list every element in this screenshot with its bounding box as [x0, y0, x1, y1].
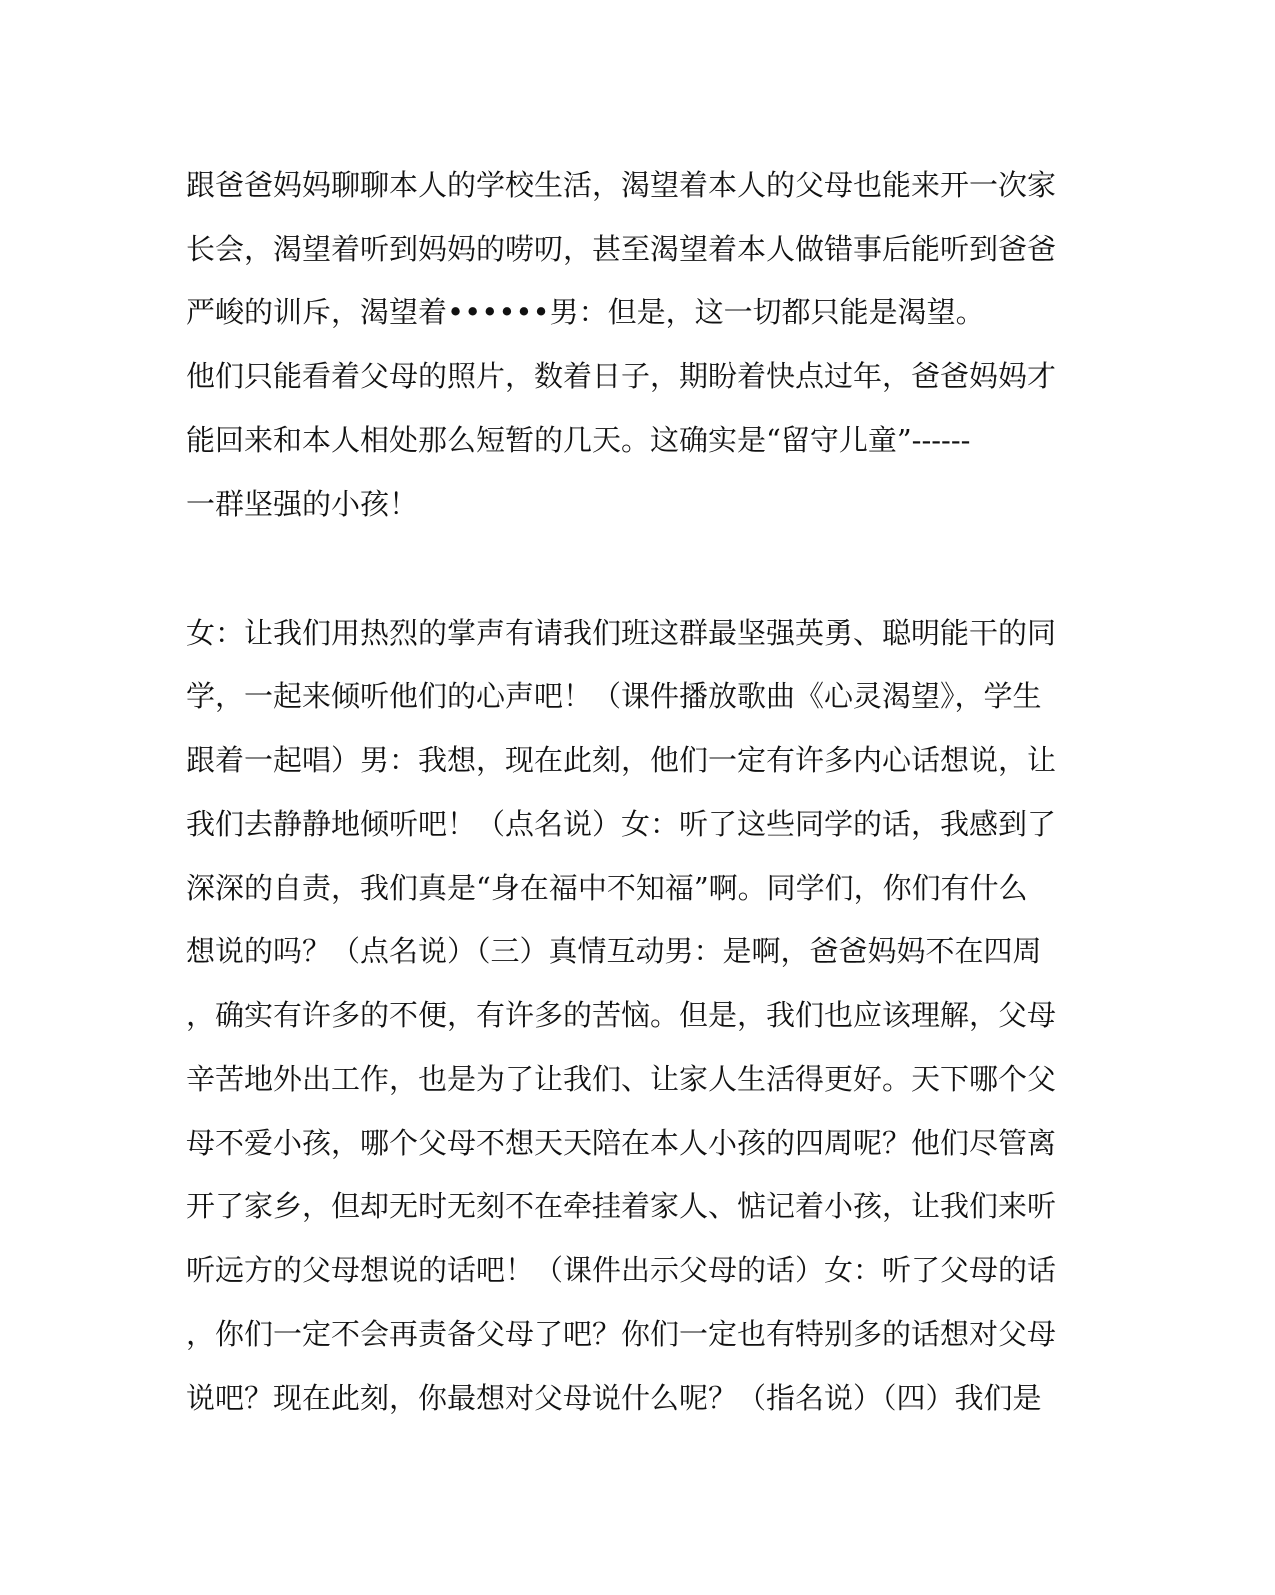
text-line: 能回来和本人相处那么短暂的几天。这确实是“留守儿童”------ [186, 423, 971, 457]
text-line: 深深的自责，我们真是“身在福中不知福”啊。同学们，你们有什么 [186, 871, 1028, 905]
text-line: 学，一起来倾听他们的心声吧！（课件播放歌曲《心灵渴望》，学生 [186, 679, 1042, 713]
text-line: 辛苦地外出工作，也是为了让我们、让家人生活得更好。天下哪个父 [186, 1062, 1057, 1096]
text-line: 跟着一起唱）男：我想，现在此刻，他们一定有许多内心话想说，让 [186, 743, 1057, 777]
text-line: 跟爸爸妈妈聊聊本人的学校生活，渴望着本人的父母也能来开一次家 [186, 168, 1057, 202]
text-line: 长会，渴望着听到妈妈的唠叨，甚至渴望着本人做错事后能听到爸爸 [186, 232, 1057, 266]
text-line: 严峻的训斥，渴望着••••••男：但是，这一切都只能是渴望。 [186, 295, 985, 329]
text-line: 一群坚强的小孩！ [186, 487, 419, 521]
text-line: ，确实有许多的不便，有许多的苦恼。但是，我们也应该理解，父母 [186, 998, 1057, 1032]
text-line: 想说的吗？（点名说）（三）真情互动男：是啊，爸爸妈妈不在四周 [186, 934, 1042, 968]
text-line: 听远方的父母想说的话吧！（课件出示父母的话）女：听了父母的话 [186, 1253, 1057, 1287]
text-line: 女：让我们用热烈的掌声有请我们班这群最坚强英勇、聪明能干的同 [186, 616, 1057, 650]
text-line: 开了家乡，但却无时无刻不在牵挂着家人、惦记着小孩，让我们来听 [186, 1189, 1057, 1223]
text-line: 我们去静静地倾听吧！（点名说）女：听了这些同学的话，我感到了 [186, 807, 1057, 841]
text-line: ，你们一定不会再责备父母了吧？你们一定也有特别多的话想对父母 [186, 1317, 1057, 1351]
text-line: 说吧？现在此刻，你最想对父母说什么呢？（指名说）（四）我们是 [186, 1381, 1042, 1415]
text-line: 母不爱小孩，哪个父母不想天天陪在本人小孩的四周呢？他们尽管离 [186, 1126, 1057, 1160]
text-line: 他们只能看着父母的照片，数着日子，期盼着快点过年，爸爸妈妈才 [186, 359, 1057, 393]
